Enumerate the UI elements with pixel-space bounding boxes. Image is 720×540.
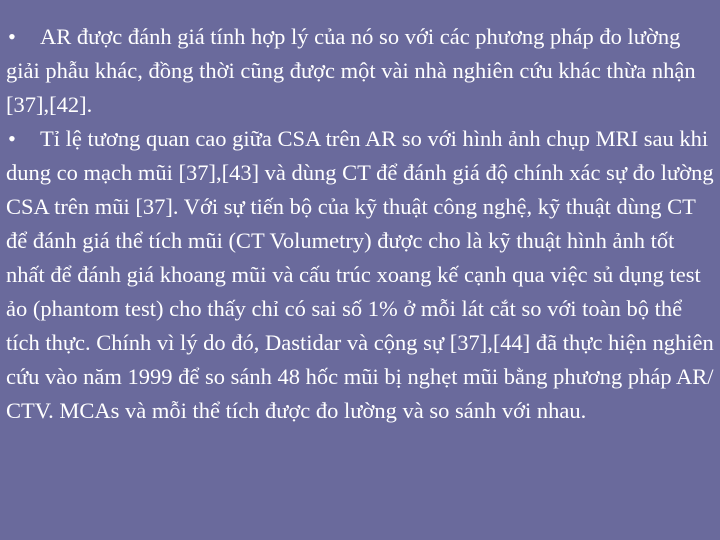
bullet-marker: • xyxy=(8,24,16,49)
bullet-marker: • xyxy=(8,126,16,151)
bullet-text: AR được đánh giá tính hợp lý của nó so với các phương pháp đo lường giải phẫu khác, đồng thời cũng được một vài nhà nghiên cứu khác thừa nhận [37],[42]. xyxy=(6,24,696,117)
bullet-text: Tỉ lệ tương quan cao giữa CSA trên AR so với hình ảnh chụp MRI sau khi dung co mạch mũi [37],[43] và dùng CT để đánh giá độ chính xác sự đo lường CSA trên mũi [37]. Với sự tiến bộ của kỹ thuật công nghệ, kỹ thuật dùng CT để đánh giá thể tích mũi (CT Volumetry) được cho là kỹ thuật hình ảnh tốt nhất để đánh giá khoang mũi và cấu trúc xoang kế cạnh qua việc sủ dụng test ảo (phantom test) cho thấy chỉ có sai số 1% ở mỗi lát cắt so với toàn bộ thể tích thực. Chính vì lý do đó, Dastidar và cộng sự [37],[44] đã thực hiện nghiên cứu vào năm 1999 để so sánh 48 hốc mũi bị nghẹt mũi bằng phương pháp AR/ CTV. MCAs và mỗi thể tích được đo lường và so sánh với nhau. xyxy=(6,126,714,423)
slide-body xyxy=(6,20,718,428)
bullet-paragraph-1 xyxy=(6,20,718,122)
bullet-paragraph-2 xyxy=(6,122,718,428)
